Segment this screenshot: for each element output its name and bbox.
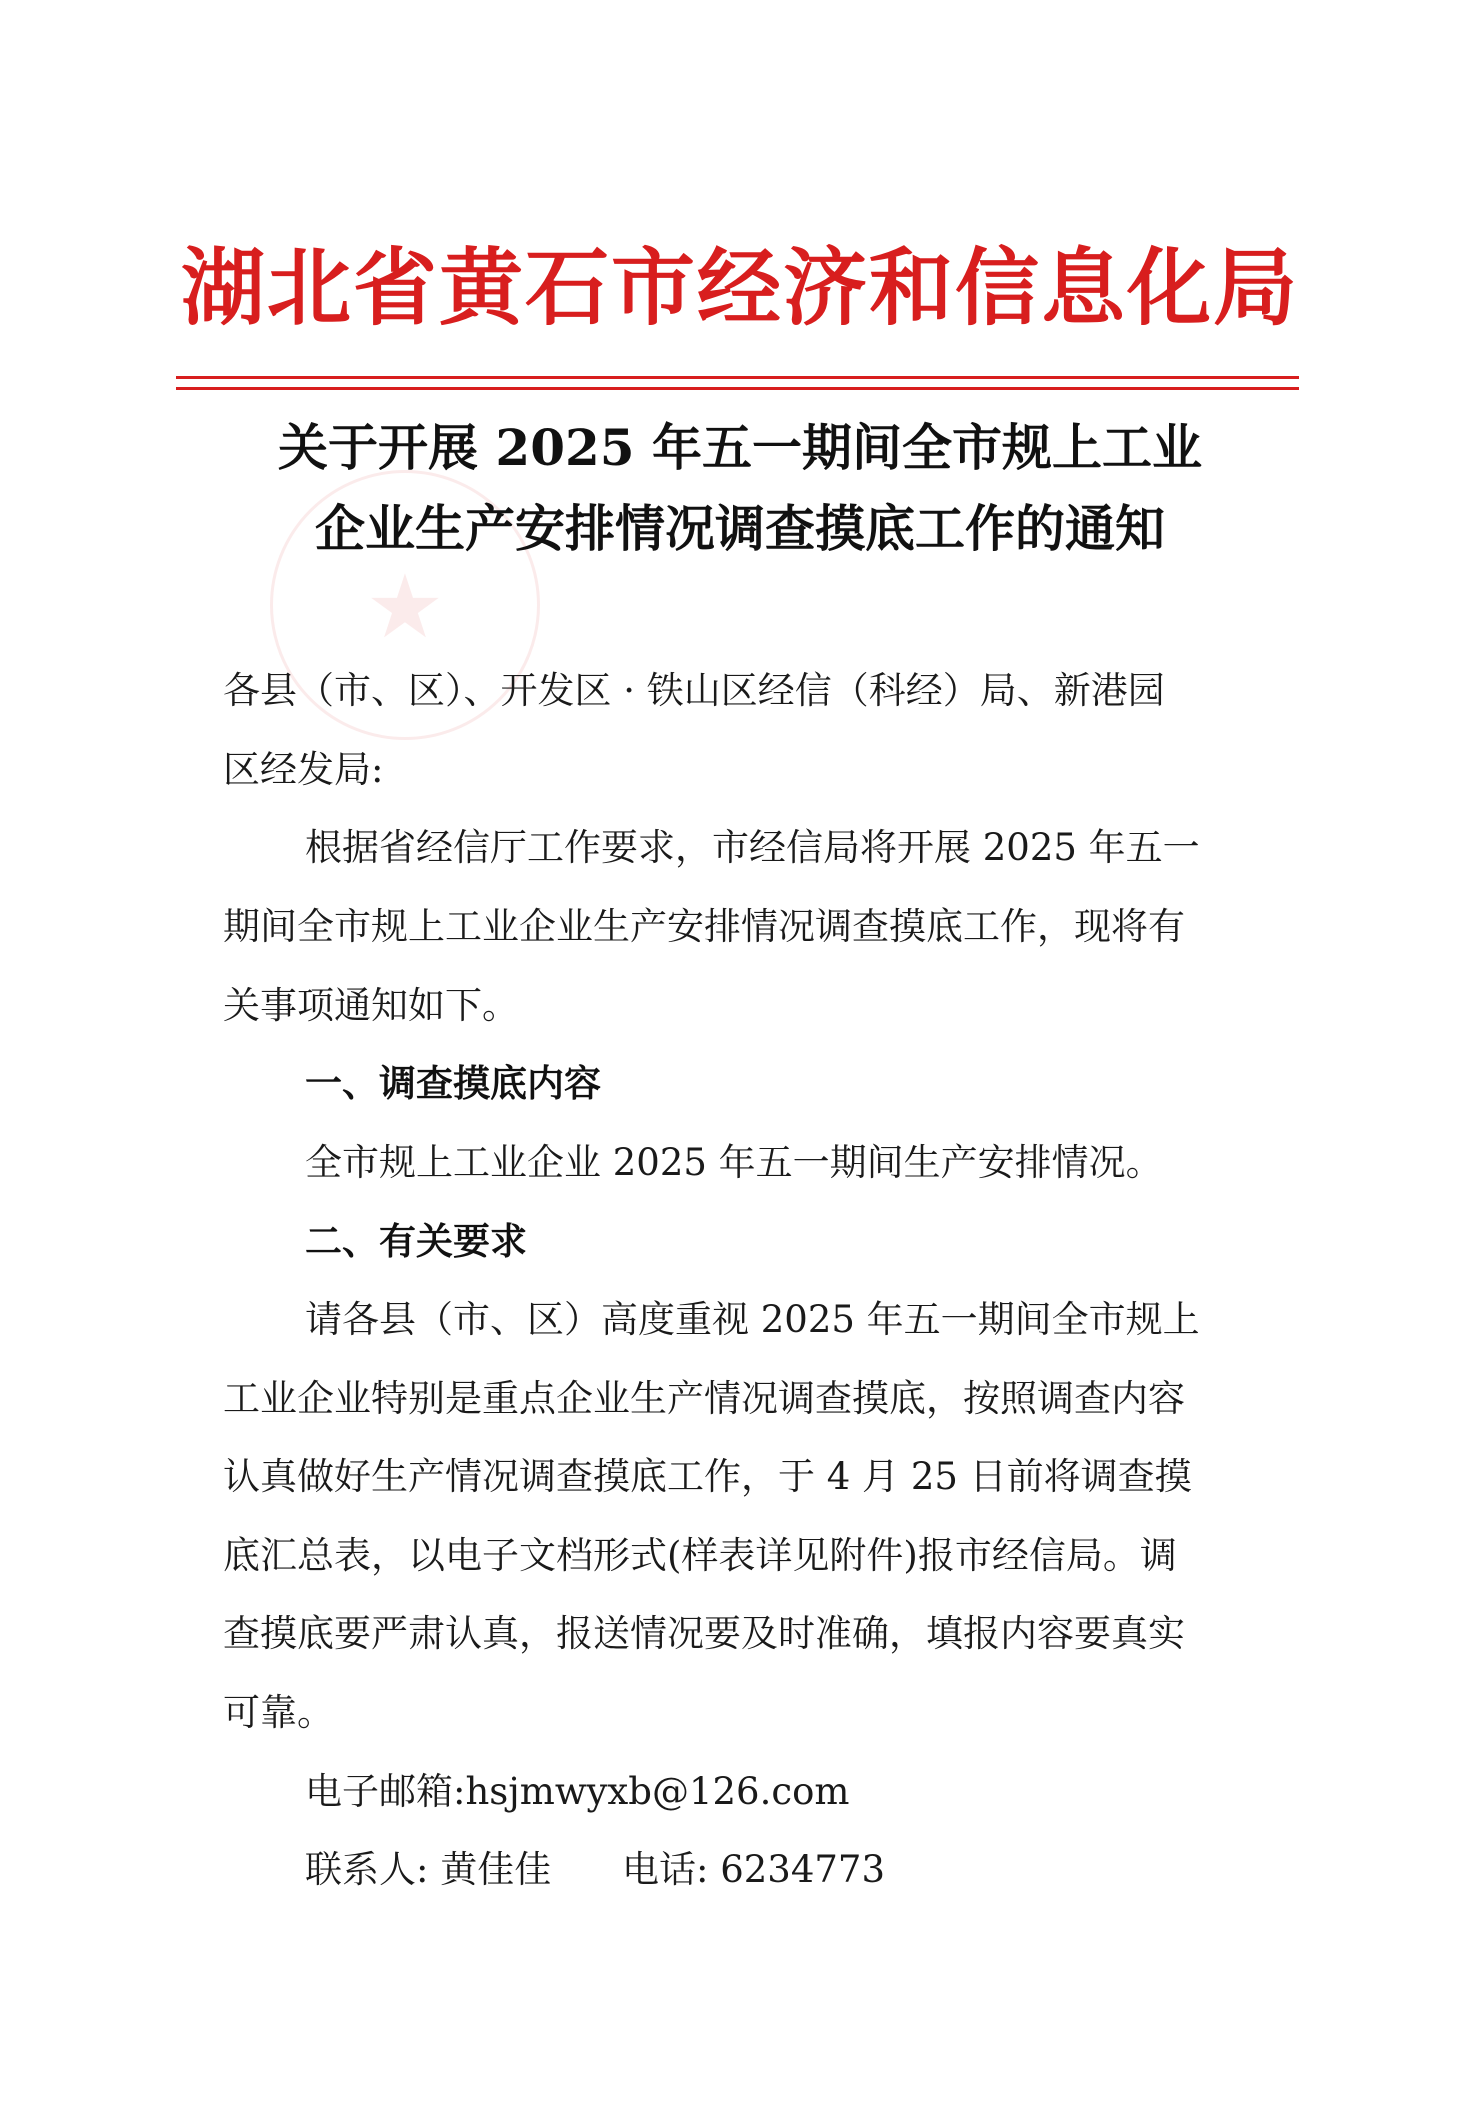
section-2-line-1: 请各县（市、区）高度重视 2025 年五一期间全市规上 (305, 1298, 1200, 1341)
intro-line-3: 关事项通知如下。 (223, 984, 519, 1027)
section-1-heading: 一、调查摸底内容 (305, 1062, 601, 1105)
masthead-rule-upper (176, 376, 1299, 379)
salutation-line-2: 区经发局: (223, 748, 384, 791)
section-2-line-6: 可靠。 (223, 1691, 334, 1734)
section-2-line-4: 底汇总表，以电子文档形式(样表详见附件)报市经信局。调 (223, 1534, 1177, 1577)
intro-line-2: 期间全市规上工业企业生产安排情况调查摸底工作，现将有 (223, 905, 1185, 948)
masthead-rule-lower (176, 387, 1299, 390)
section-2-heading: 二、有关要求 (305, 1220, 527, 1263)
seal-star-icon: ★ (365, 555, 445, 658)
section-2-line-3: 认真做好生产情况调查摸底工作，于 4 月 25 日前将调查摸 (223, 1455, 1192, 1498)
document-title-line-1: 关于开展 2025 年五一期间全市规上工业 (278, 418, 1202, 477)
section-2-line-5: 查摸底要严肃认真，报送情况要及时准确，填报内容要真实 (223, 1612, 1185, 1655)
document-title-line-2: 企业生产安排情况调查摸底工作的通知 (315, 499, 1165, 558)
section-1-body: 全市规上工业企业 2025 年五一期间生产安排情况。 (305, 1141, 1163, 1184)
contact-email: 电子邮箱:hsjmwyxb@126.com (305, 1770, 850, 1813)
contact-person: 联系人: 黄佳佳 (305, 1848, 552, 1891)
masthead-title: 湖北省黄石市经济和信息化局 (180, 238, 1299, 337)
intro-line-1: 根据省经信厅工作要求，市经信局将开展 2025 年五一 (305, 826, 1200, 869)
salutation-line-1: 各县（市、区）、开发区 · 铁山区经信（科经）局、新港园 (223, 669, 1165, 712)
contact-phone: 电话: 6234773 (622, 1848, 886, 1891)
section-2-line-2: 工业企业特别是重点企业生产情况调查摸底，按照调查内容 (223, 1377, 1185, 1420)
